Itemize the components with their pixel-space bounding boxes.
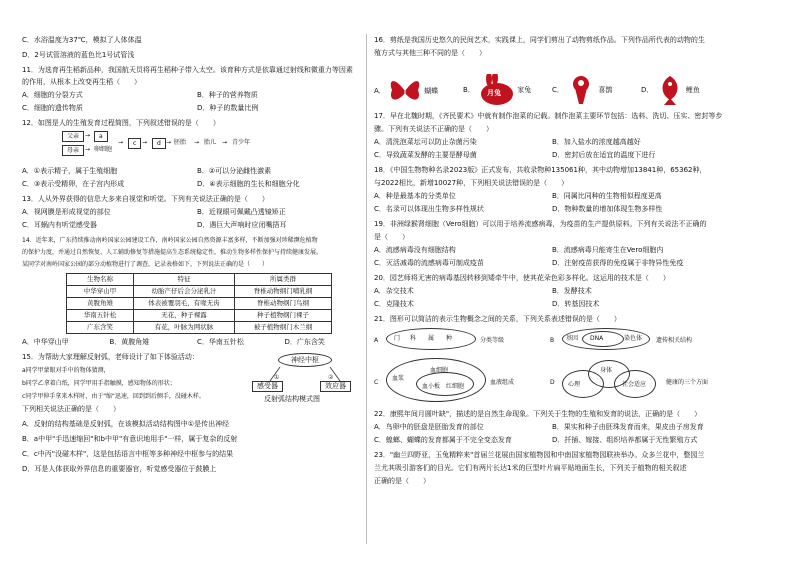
q13-option-b: B．近视眼可佩戴凸透镜矫正 bbox=[197, 208, 286, 216]
q19-option-b: B．流感病毒只能寄生在Vero细胞内 bbox=[552, 246, 664, 254]
q20-option-d: D．转基因技术 bbox=[552, 300, 600, 308]
q12-stem: 12．如图是人的生殖发育过程简图，下列叙述错误的是（ ） bbox=[22, 119, 220, 127]
rabbit-papercut-icon: 月兔 bbox=[477, 74, 515, 106]
q16-option-d: D． 鲤鱼 bbox=[641, 74, 730, 106]
q19-option-a: A．流感病毒没有细胞结构 bbox=[374, 246, 456, 254]
reproduction-diagram: 父亲 → a 母亲 → 卵细胞 → c → d → 胚胎 → 胎儿 → 青少年 bbox=[22, 131, 372, 163]
q21-diagram-c: 血浆 血细胞 血小板 红细胞 bbox=[386, 358, 486, 402]
q15-stem-3: b同学乙拿着白纸，同学甲用手指触摸，感知物体的形状； bbox=[22, 380, 176, 387]
diagram-c: c bbox=[128, 138, 141, 149]
q21-opt-b: B bbox=[550, 337, 555, 344]
q23-stem-2: 兰尤其吸引游客们的目光。它们有两片长达1米的巨型叶片扁平贴地面生长，下列关于植物的相关叙述 bbox=[374, 464, 687, 472]
question-22 bbox=[374, 410, 730, 445]
diagram-egg: 卵细胞 bbox=[94, 146, 113, 153]
q16-stem-1: 16．剪纸是我国历史悠久的民间艺术，实践课上，同学们剪出了动物剪纸作品。下列作品所代表的动物的生 bbox=[374, 36, 705, 44]
table-header: 所属类群 bbox=[235, 274, 332, 286]
q19-stem-2: 是（ ） bbox=[374, 233, 409, 241]
q11-stem-1: 11．为选育再生稻新品种，我国航天员将再生稻种子带入太空。该育种方式是依靠通过射线和微重力等因素 bbox=[22, 66, 353, 74]
q15-stem-4: c同学甲伸手拿来木样时，由于"缩"迅速，回到到后侧手，没碰木样。 bbox=[22, 393, 205, 400]
diagram-receptor: 感受器 bbox=[252, 381, 283, 392]
q21-opt-c: C bbox=[374, 379, 379, 386]
q11-option-a: A．细胞的分裂方式 bbox=[22, 91, 83, 99]
table-header: 特征 bbox=[134, 274, 235, 286]
q15-option-c: C．c中丙"没碰木样"，这是包括语言中枢等多种神经中枢参与的结果 bbox=[22, 450, 234, 458]
q15-option-b: B．a中甲"手迅速缩回"和b中甲"有意识地用手"一样，属于复杂的反射 bbox=[22, 435, 238, 443]
q21-label-b: 遗传相关结构 bbox=[656, 337, 693, 344]
q13-option-c: C．耳蜗内有听觉感受器 bbox=[22, 221, 97, 229]
q11-option-b: B．种子的营养物质 bbox=[197, 91, 258, 99]
diagram-mother: 母亲 bbox=[62, 145, 84, 156]
table-row: 中华穿山甲 幼胎产仔后会分泌乳汁 脊椎动物纲门哺乳纲 bbox=[67, 286, 332, 298]
q21-label-a: 分类等级 bbox=[480, 337, 505, 344]
q20-option-c: C．克隆技术 bbox=[374, 300, 414, 308]
q14-option-d: D．广东含笑 bbox=[284, 338, 325, 346]
q12-option-c: C．③表示受精卵，在子宫内形成 bbox=[22, 180, 125, 188]
question-21 bbox=[374, 315, 730, 404]
q20-option-b: B．发酵技术 bbox=[552, 287, 592, 295]
q10-option-c: C．水浴温度为37℃，模拟了人体体温 bbox=[22, 36, 142, 44]
q21-diagram-a: 门 科 属 种 bbox=[386, 328, 476, 350]
q15-stem-2: a同学甲蒙眼对手中的物体猜测， bbox=[22, 367, 110, 374]
q21-diagrams bbox=[374, 328, 730, 404]
question-19 bbox=[374, 220, 730, 268]
q16-option-c: C． 喜鹊 bbox=[552, 74, 641, 106]
question-16 bbox=[374, 36, 730, 106]
q12-option-a: A．①表示精子，属于生殖细胞 bbox=[22, 167, 118, 175]
question-17 bbox=[374, 112, 730, 160]
svg-text:②: ② bbox=[328, 374, 334, 381]
diagram-d: d bbox=[152, 138, 166, 149]
q11-option-d: D．种子的数量比例 bbox=[197, 104, 259, 112]
q15-stem-1: 15．为帮助大家理解反射弧，老师设计了如下体验活动： bbox=[22, 353, 199, 361]
q15-stem-5: 下列相关说法正确的是（ ） bbox=[22, 405, 120, 413]
carp-papercut-icon bbox=[656, 74, 684, 106]
q22-option-d: D．扦插、嫁接、组织培养都属于无性繁殖方式 bbox=[552, 436, 698, 444]
q20-stem: 20．园艺师将无害的病毒基因转移到矮牵牛中，使其花朵色彩多样化。这运用的技术是（ ） bbox=[374, 274, 670, 282]
q21-diagram-b: 基因 DNA 染色体 bbox=[562, 328, 652, 350]
column-divider bbox=[366, 34, 367, 544]
question-20 bbox=[374, 274, 730, 309]
q17-stem-2: 骤。下列有关说法不正确的是（ ） bbox=[374, 125, 493, 133]
q23-stem-3: 正确的是（ ） bbox=[374, 477, 430, 485]
diagram-a: a bbox=[94, 131, 108, 142]
q15-option-d: D．耳是人体获取外界信息的重要器官，听觉感受器位于鼓膜上 bbox=[22, 465, 217, 473]
diagram-effector: 效应器 bbox=[320, 381, 351, 392]
q16-stem-2: 殖方式与其他三种不同的是（ ） bbox=[374, 49, 486, 57]
butterfly-papercut-icon bbox=[388, 76, 422, 106]
reflex-arc-diagram bbox=[250, 353, 360, 411]
q21-diagram-d: 心理 身体 社会适应 bbox=[562, 358, 662, 402]
q14-stem-1: 14．近年来，广东持续推动南岭国家公园建设工作，南岭国家公园自然资源丰富多样，不断加强对珍稀濒危植物 bbox=[22, 237, 318, 244]
q14-stem-3: 某同学对南岭国家公园的部分动植物进行了调查，记录表格如下，下列说法正确的是（ ） bbox=[22, 261, 269, 268]
q18-option-b: B．同属比同种的生物相似程度更高 bbox=[552, 192, 662, 200]
magpie-papercut-icon bbox=[566, 74, 596, 106]
q18-stem-1: 18．《中国生物物种名录2023版》正式发布，共收录物种135061种，其中动物增加13841种，65362种， bbox=[374, 166, 707, 174]
svg-text:①: ① bbox=[274, 374, 280, 381]
q16-option-a: A． 蝴蝶 bbox=[374, 76, 463, 106]
question-18 bbox=[374, 166, 730, 214]
q22-stem: 22．康熙年间月圆叶缺"，描述的是自然生命现象。下列关于生物的生殖和发育的说法，正确的是（ ） bbox=[374, 410, 702, 418]
q18-option-d: D．物种数量的增加体现生物多样性 bbox=[552, 205, 663, 213]
table-header: 生物名称 bbox=[67, 274, 134, 286]
table-row: 华南五针松 无花，种子裸露 种子植物纲门裸子 bbox=[67, 310, 332, 322]
question-13 bbox=[22, 195, 372, 230]
q22-option-c: C．蝗螂、蝴蝶的发育都属于不完全变态发育 bbox=[374, 436, 512, 444]
q17-stem-1: 17．早在北魏时期，《齐民要术》中就有制作泡菜的记载。制作泡菜主要环节包括：选料、洗切、压实、密封等步 bbox=[374, 112, 723, 120]
q21-label-d: 健康的三个方面 bbox=[666, 379, 709, 386]
question-11 bbox=[22, 66, 372, 113]
q17-option-c: C．导致蔬菜发酵的主要是酵母菌 bbox=[374, 151, 477, 159]
q21-stem: 21．图形可以简洁的表示生物概念之间的关系，下列关系表述错误的是（ ） bbox=[374, 315, 621, 323]
q19-stem-1: 19．非洲绿猴肾细胞（Vero细胞）可以用于培养流感病毒，为疫苗的生产提供原料。下列有关说法不正确的 bbox=[374, 220, 707, 228]
q19-option-c: C．灭活减毒的流感病毒可制成疫苗 bbox=[374, 259, 484, 267]
q15-option-a: A．反射的结构基础是反射弧，在该模拟活动结构图中①是传出神经 bbox=[22, 420, 230, 428]
q18-stem-2: 与2022相比，新增10027种，下列相关说法错误的是（ ） bbox=[374, 179, 569, 187]
q21-opt-d: D bbox=[550, 379, 555, 386]
table-row: 广东含笑 有花，叶脉为网状脉 被子植物纲门木兰纲 bbox=[67, 322, 332, 334]
table-row: 黄腹角雉 体表被覆羽毛，有喙无齿 脊椎动物纲门鸟纲 bbox=[67, 298, 332, 310]
left-column bbox=[22, 36, 372, 474]
q22-option-a: A．鸟卵中的胚盘是胚胎发育的部位 bbox=[374, 423, 484, 431]
q12-option-b: B．②可以分泌雌性激素 bbox=[197, 167, 272, 175]
q21-label-c: 血液组成 bbox=[490, 379, 515, 386]
q13-option-a: A．视网膜是形成视觉的部位 bbox=[22, 208, 111, 216]
q14-option-b: B．黄腹角雉 bbox=[109, 338, 150, 346]
q17-option-b: B．加入盐水的浓度越高越好 bbox=[552, 138, 641, 146]
q12-option-d: D．④表示细胞的生长和细胞分化 bbox=[197, 180, 300, 188]
q10-option-d: D．2号试管溶液的蓝色比1号试管浅 bbox=[22, 51, 135, 59]
question-23 bbox=[374, 451, 730, 486]
diagram-father: 父亲 bbox=[62, 131, 84, 142]
diagram-caption: 反射弧结构模式图 bbox=[264, 395, 320, 403]
q18-option-a: A．种是最基本的分类单位 bbox=[374, 192, 456, 200]
q22-option-b: B．果实和种子由胚珠发育而来，果皮由子房发育 bbox=[552, 423, 704, 431]
q16-option-b: B． 月兔 家兔 bbox=[463, 74, 552, 106]
q23-stem-1: 23．"幽兰四野亚，玉兔精粹来"首届兰花展由国家植物园和中南国家植物园联袂举办。众多兰花中，整园兰 bbox=[374, 451, 705, 459]
question-12 bbox=[22, 119, 372, 189]
q19-option-d: D．注射疫苗获得的免疫属于非特异性免疫 bbox=[552, 259, 684, 267]
diagram-fetus: 胎儿 bbox=[204, 139, 217, 146]
q21-opt-a: A bbox=[374, 337, 379, 344]
q14-table bbox=[66, 273, 332, 334]
q13-stem: 13．人从外界获得的信息大多来自视觉和听觉。下列有关说法正确的是（ ） bbox=[22, 195, 269, 203]
q14-option-a: A．中华穿山甲 bbox=[22, 338, 69, 346]
q14-stem-2: 的保护力度，并通过自然恢复、人工辅助修复等措施提高生态系统稳定性，推动生物多样性保护与持续健康发展。 bbox=[22, 249, 323, 256]
diagram-teen: 青少年 bbox=[232, 139, 251, 146]
q11-option-c: C．细胞的遗传物质 bbox=[22, 104, 83, 112]
question-14 bbox=[22, 236, 372, 347]
q17-option-d: D．密封后放在适宜的温度下进行 bbox=[552, 151, 656, 159]
q14-option-c: C．华南五针松 bbox=[197, 338, 244, 346]
question-15 bbox=[22, 353, 372, 474]
q11-stem-2: 的作用，从根本上改变再生稻（ ） bbox=[22, 78, 141, 86]
q17-option-a: A．清洗泡菜坛可以防止杂菌污染 bbox=[374, 138, 477, 146]
diagram-embryo: 胚胎 bbox=[174, 139, 187, 146]
q13-option-d: D．遇巨大声响时应闭嘴捂耳 bbox=[197, 221, 287, 229]
diagram-neural-center: 神经中枢 bbox=[278, 353, 332, 367]
q18-option-c: C．名录可以体现出生物多样性规状 bbox=[374, 205, 484, 213]
right-column bbox=[374, 36, 730, 486]
q20-option-a: A．杂交技术 bbox=[374, 287, 414, 295]
